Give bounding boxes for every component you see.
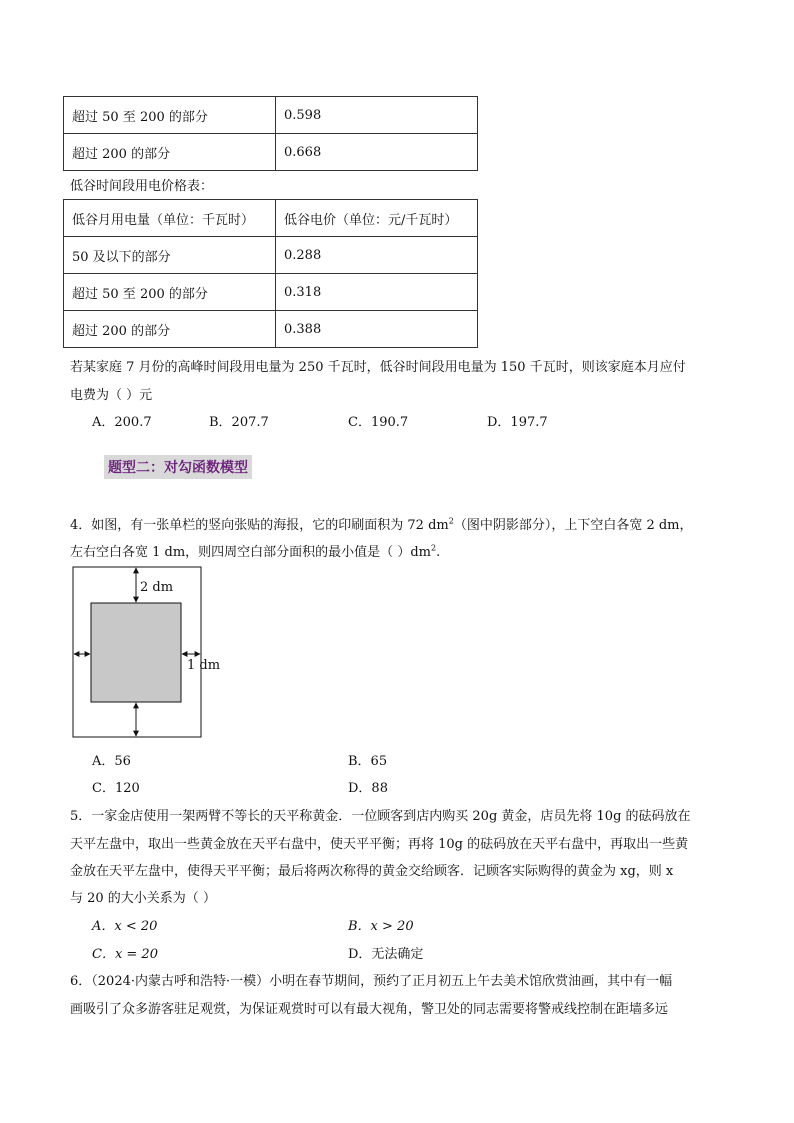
q3-line-1: 若某家庭 7 月份的高峰时间段用电量为 250 千瓦时，低谷时间段用电量为 150 千瓦时，则该家庭本月应付 (70, 360, 686, 375)
side-margin-label: 1 dm (187, 658, 221, 673)
q5-option-a: A．x < 20 (92, 919, 158, 934)
q5-option-d: D．无法确定 (348, 947, 424, 962)
table-cell: 超过 200 的部分 (64, 134, 276, 171)
q4-line-2 (70, 541, 440, 560)
q4-line-2-text-a: 左右空白各宽 1 dm，则四周空白部分面积的最小值是（ ）dm (70, 545, 431, 560)
q4-option-d: D．88 (348, 781, 388, 796)
printed-area-shaded (91, 603, 181, 702)
table-header-cell: 低谷电价（单位：元/千瓦时） (276, 200, 478, 237)
table-cell: 0.598 (276, 97, 478, 134)
table-cell: 50 及以下的部分 (64, 237, 276, 274)
table-cell: 超过 200 的部分 (64, 311, 276, 348)
table-cell: 0.388 (276, 311, 478, 348)
q5-line-3: 金放在天平左盘中，使得天平平衡；最后将两次称得的黄金交给顾客．记顾客实际购得的黄金为 xg，则 x (70, 864, 674, 879)
q4-line-1 (70, 514, 693, 533)
q5-line-4: 与 20 的大小关系为（ ） (70, 891, 216, 906)
q5-line-1: 5．一家金店使用一架两臂不等长的天平称黄金．一位顾客到店内购买 20g 黄金，店员先将 10g 的砝码放在 (70, 809, 691, 824)
low-price-table (63, 199, 478, 348)
table-row (64, 134, 478, 171)
q4-line-2-text-b: . (436, 545, 441, 560)
table-row (64, 237, 478, 274)
q3-option-b: B．207.7 (209, 415, 269, 430)
table-header-cell: 低谷月用电量（单位：千瓦时） (64, 200, 276, 237)
q6-line-1: 6．（2024·内蒙古呼和浩特·一模）小明在春节期间，预约了正月初五上午去美术馆欣赏油画，其中有一幅 (70, 974, 673, 989)
q5-line-2: 天平左盘中，取出一些黄金放在天平右盘中，使天平平衡；再将 10g 的砝码放在天平右盘中，再取出一些黄 (70, 837, 689, 852)
table-row (64, 311, 478, 348)
q3-option-c: C．190.7 (348, 415, 409, 430)
table-cell: 超过 50 至 200 的部分 (64, 97, 276, 134)
q4-line-2-sup: 2 (430, 543, 437, 553)
q3-option-a: A．200.7 (92, 415, 152, 430)
q5-option-c: C．x = 20 (92, 947, 158, 962)
section-heading: 题型二：对勾函数模型 (104, 455, 252, 479)
q6-line-2: 画吸引了众多游客驻足观赏，为保证观赏时可以有最大视角，警卫处的同志需要将警戒线控制在距墙多远 (70, 1002, 669, 1017)
q4-line-1-text-a: 4．如图，有一张单栏的竖向张贴的海报，它的印刷面积为 72 dm (70, 518, 449, 533)
table-row (64, 274, 478, 311)
q4-option-c: C．120 (92, 781, 140, 796)
q4-line-1-text-b: （图中阴影部分），上下空白各宽 2 dm， (453, 518, 693, 533)
table-row (64, 97, 478, 134)
poster-figure (72, 566, 222, 740)
low-table-caption: 低谷时间段用电价格表： (70, 179, 214, 194)
peak-price-table (63, 96, 478, 171)
q3-option-d: D．197.7 (487, 415, 548, 430)
q5-option-b: B．x > 20 (348, 919, 414, 934)
table-cell: 0.288 (276, 237, 478, 274)
table-header-row (64, 200, 478, 237)
table-cell: 超过 50 至 200 的部分 (64, 274, 276, 311)
q4-option-b: B．65 (348, 754, 388, 769)
q3-line-2: 电费为（ ）元 (70, 388, 153, 403)
q4-line-1-sup: 2 (448, 516, 454, 526)
table-cell: 0.668 (276, 134, 478, 171)
q4-option-a: A．56 (92, 754, 131, 769)
table-cell: 0.318 (276, 274, 478, 311)
top-margin-label: 2 dm (140, 580, 174, 595)
